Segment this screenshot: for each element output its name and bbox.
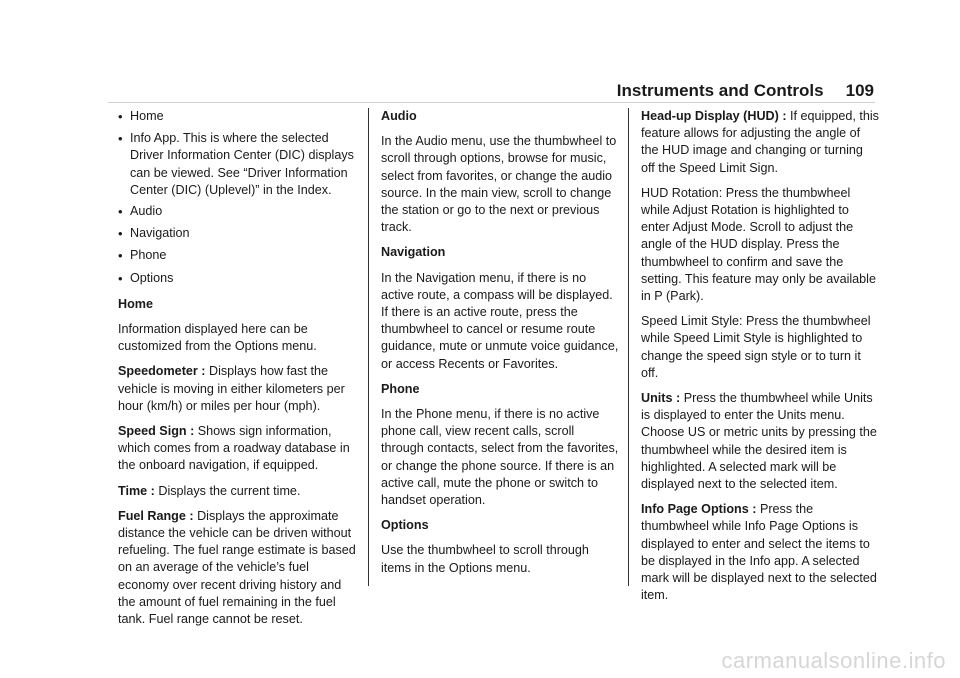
bullet-item: • Audio	[118, 203, 358, 221]
info-page-options-item: Info Page Options : Press the thumbwheel while Info Page Options is displayed to enter and select the items to be displayed in the Info app. A selected mark will be displayed next to the selected item.	[641, 502, 877, 603]
bullet-item: • Phone	[118, 247, 358, 265]
column-1	[118, 108, 358, 636]
bullet-icon	[118, 203, 130, 221]
home-text: Information displayed here can be customized from the Options menu.	[118, 322, 317, 354]
hud-item: Head-up Display (HUD) : If equipped, this feature allows for adjusting the angle of the HUD image and changing or turning off the Speed Limit Sign.	[641, 109, 879, 175]
column-divider-1	[368, 108, 369, 586]
speed-limit-style-text: Speed Limit Style: Press the thumbwheel while Speed Limit Style is highlighted to change the speed sign style or to turn it off.	[641, 314, 871, 380]
speedometer-item: Speedometer : Displays how fast the vehicle is moving in either kilometers per hour (km/h) or miles per hour (mph).	[118, 364, 345, 413]
bullet-icon	[118, 225, 130, 243]
navigation-text: In the Navigation menu, if there is no active route, a compass will be displayed. If there is an active route, press the thumbwheel to cancel or resume route guidance, mute or unmute voice guidance, or access Recents or Favorites.	[381, 270, 619, 371]
options-text: Use the thumbwheel to scroll through items in the Options menu.	[381, 543, 589, 575]
bullet-item: • Options	[118, 270, 358, 288]
bullet-icon	[118, 270, 130, 288]
bullet-icon	[118, 130, 130, 199]
header-rule	[108, 102, 875, 103]
phone-heading: Phone	[381, 381, 420, 396]
bullet-icon	[118, 108, 130, 126]
audio-heading: Audio	[381, 109, 417, 123]
column-divider-2	[628, 108, 629, 586]
bullet-item: • Info App. This is where the selected Driver Information Center (DIC) displays can be viewed. See “Driver Information Center (DIC) (Uplevel)” in the Index.	[118, 130, 358, 199]
units-item: Units : Press the thumbwheel while Units is displayed to enter the Units menu. Choose US or metric units by pressing the thumbwheel while the desired item is highlighted. A selected mark will be displayed next to the selected item.	[641, 391, 877, 492]
watermark: carmanualsonline.info	[721, 648, 946, 673]
home-heading: Home	[118, 296, 153, 311]
navigation-heading: Navigation	[381, 245, 446, 260]
section-title: Instruments and Controls	[616, 81, 824, 100]
phone-text: In the Phone menu, if there is no active phone call, view recent calls, scroll through contacts, select from the favorites, or change the phone source. If there is an active call, mute the phone or switch to handset operation.	[381, 407, 619, 508]
fuel-range-item: Fuel Range : Displays the approximate distance the vehicle can be driven without refueling. The fuel range estimate is based on an average of the vehicle’s fuel economy over recent driving history and the amount of fuel remaining in the fuel tank. Fuel range cannot be reset.	[118, 508, 356, 627]
column-3	[641, 108, 879, 612]
bullet-item: • Home	[118, 108, 358, 126]
speed-sign-item: Speed Sign : Shows sign information, which comes from a roadway database in the onboard navigation, if equipped.	[118, 424, 350, 473]
page-header	[0, 82, 874, 104]
page-number: 109	[845, 81, 874, 100]
audio-text: In the Audio menu, use the thumbwheel to scroll through options, browse for music, select from favorites, or change the audio source. In the main view, scroll to change the station or go to the next or previous track.	[381, 134, 617, 235]
column-2	[381, 108, 619, 585]
time-item: Time : Displays the current time.	[118, 483, 301, 498]
hud-rotation-text: HUD Rotation: Press the thumbwheel while Adjust Rotation is highlighted to enter Adjust Mode. Scroll to adjust the angle of the HUD display. Press the thumbwheel to confirm and save the setting. This feature may only be available in P (Park).	[641, 185, 876, 304]
bullet-item: • Navigation	[118, 225, 358, 243]
options-heading: Options	[381, 518, 429, 533]
bullet-icon	[118, 247, 130, 265]
